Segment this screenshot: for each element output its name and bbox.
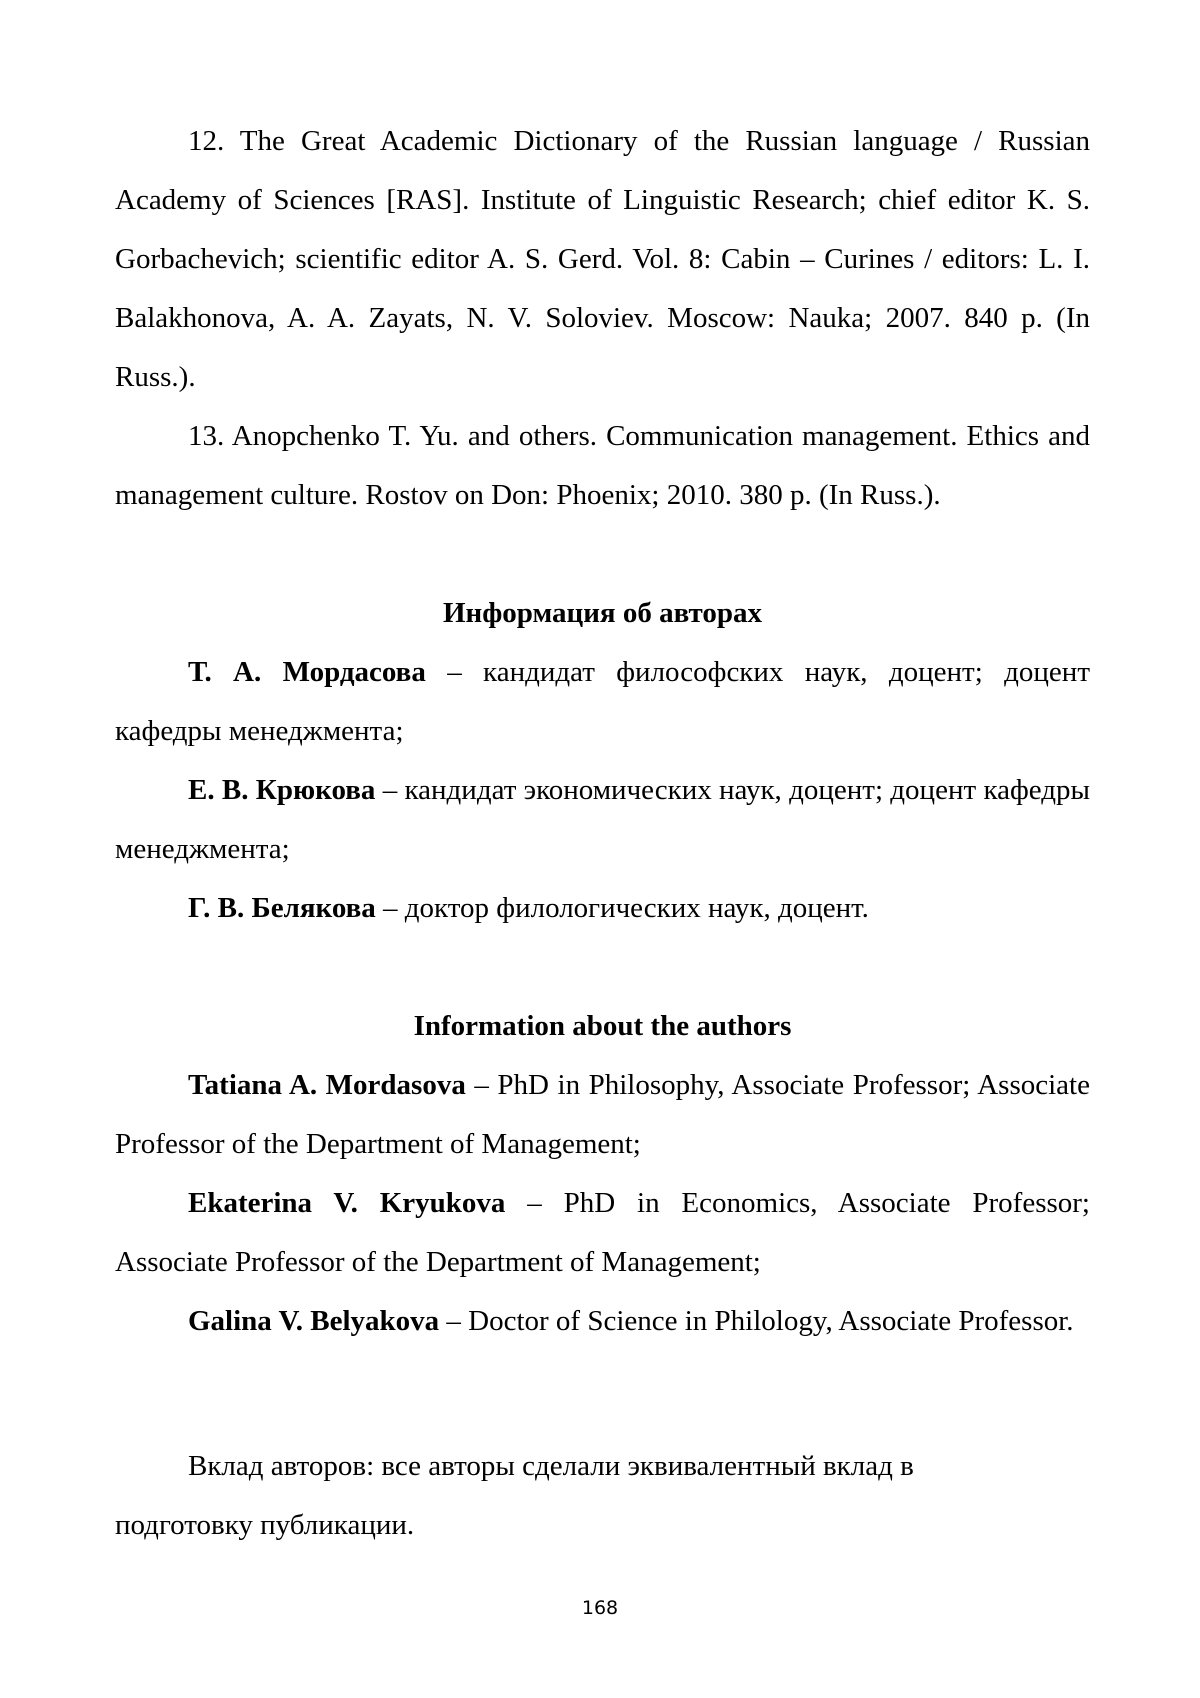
author-name: Tatiana A. Mordasova xyxy=(188,1069,466,1101)
author-name: Ekaterina V. Kryukova xyxy=(188,1187,506,1219)
document-page xyxy=(115,112,1090,1555)
author-description: – кандидат экономических наук, доцент; доцент кафедры менеджмента; xyxy=(115,774,1090,865)
spacer xyxy=(115,1351,1090,1437)
authors-info-heading-en: Information about the authors xyxy=(413,1010,792,1042)
author-description: – PhD in Economics, Associate Professor; Associate Professor of the Department of Management; xyxy=(115,1187,1090,1278)
spacer xyxy=(115,938,1090,997)
author-description: – Doctor of Science in Philology, Associate Professor. xyxy=(439,1305,1074,1337)
author-name: Е. В. Крюкова xyxy=(188,774,376,806)
author-en-kryukova xyxy=(115,1174,1090,1292)
authors-info-heading-ru: Информация об авторах xyxy=(442,597,763,629)
author-description: – кандидат философских наук, доцент; доцент кафедры менеджмента; xyxy=(115,656,1090,747)
author-description: – PhD in Philosophy, Associate Professor; Associate Professor of the Department of Management; xyxy=(115,1069,1090,1160)
author-name: Galina V. Belyakova xyxy=(188,1305,440,1337)
author-description: – доктор филологических наук, доцент. xyxy=(375,892,869,924)
page-number: 168 xyxy=(581,1597,619,1619)
author-ru-kryukova xyxy=(115,761,1090,879)
author-name: Г. В. Белякова xyxy=(188,892,376,924)
author-en-belyakova xyxy=(115,1292,1090,1351)
author-en-mordasova xyxy=(115,1056,1090,1174)
reference-13: 13. Anopchenko T. Yu. and others. Communication management. Ethics and management culture. Rostov on Don: Phoenix; 2010. 380 p. (In Russ.). xyxy=(115,420,1090,511)
reference-12: 12. The Great Academic Dictionary of the Russian language / Russian Academy of Sciences [RAS]. Institute of Linguistic Research; chief editor K. S. Gorbachevich; scientific editor A. S. Gerd. Vol. 8: Cabin – Curines / editors: L. I. Balakhonova, A. A. Zayats, N. V. Soloviev. Moscow: Nauka; 2007. 840 p. (In Russ.). xyxy=(115,125,1090,393)
authors-contribution: Вклад авторов: все авторы сделали эквивалентный вклад в подготовку публикации. xyxy=(115,1450,914,1541)
author-ru-mordasova xyxy=(115,643,1090,761)
author-name: Т. А. Мордасова xyxy=(188,656,426,688)
author-ru-belyakova xyxy=(115,879,1090,938)
spacer xyxy=(115,525,1090,584)
